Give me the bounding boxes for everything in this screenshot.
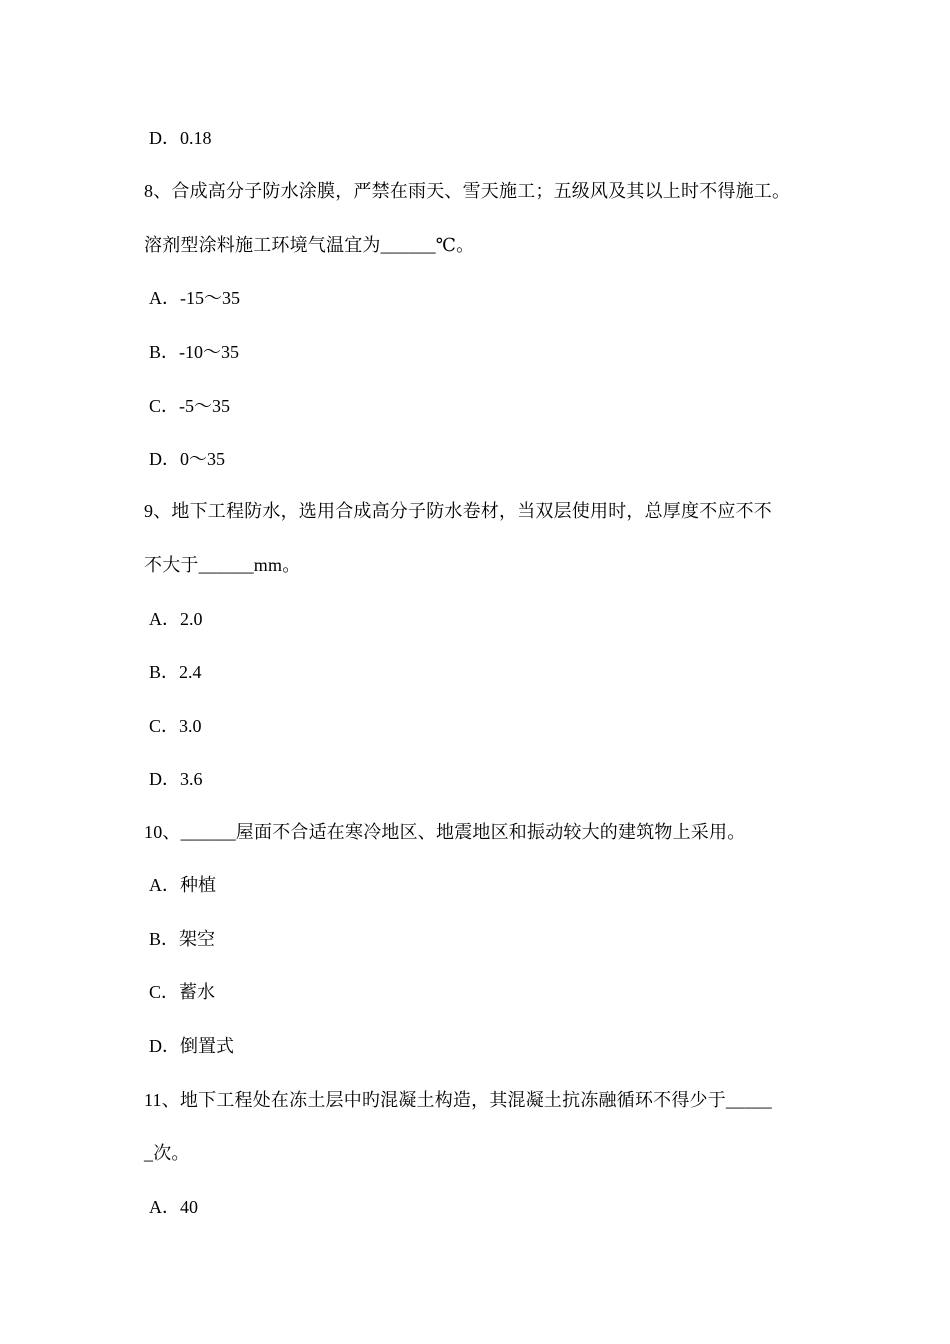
option-b-q10: B．架空 bbox=[149, 929, 216, 949]
option-c-q10: C．蓄水 bbox=[149, 982, 216, 1002]
option-a-q8: A．-15～35 bbox=[149, 288, 240, 308]
option-a-q11: A．40 bbox=[149, 1197, 198, 1217]
option-a-q9: A．2.0 bbox=[149, 609, 203, 629]
option-c-q8: C．-5～35 bbox=[149, 396, 230, 416]
option-a-q10: A．种植 bbox=[149, 875, 216, 895]
option-d-q8: D．0～35 bbox=[149, 449, 225, 469]
option-d-q9: D．3.6 bbox=[149, 769, 203, 789]
option-b-q8: B．-10～35 bbox=[149, 342, 239, 362]
option-b-q9: B．2.4 bbox=[149, 662, 202, 682]
option-d-q7: D．0.18 bbox=[149, 128, 212, 148]
question-11-line-1: 11、地下工程处在冻土层中旳混凝土构造，其混凝土抗冻融循环不得少于_____ bbox=[144, 1090, 772, 1110]
question-11-line-2: _次。 bbox=[144, 1143, 190, 1163]
option-c-q9: C．3.0 bbox=[149, 716, 202, 736]
question-9-line-2: 不大于______mm。 bbox=[144, 555, 301, 575]
option-d-q10: D．倒置式 bbox=[149, 1036, 234, 1056]
question-9-line-1: 9、地下工程防水，选用合成高分子防水卷材，当双层使用时，总厚度不应不不 bbox=[144, 501, 772, 521]
question-10-line-1: 10、______屋面不合适在寒冷地区、地震地区和振动较大的建筑物上采用。 bbox=[144, 822, 746, 842]
question-8-line-1: 8、合成高分子防水涂膜，严禁在雨天、雪天施工；五级风及其以上时不得施工。 bbox=[144, 181, 791, 201]
question-8-line-2: 溶剂型涂料施工环境气温宜为______℃。 bbox=[144, 235, 475, 255]
